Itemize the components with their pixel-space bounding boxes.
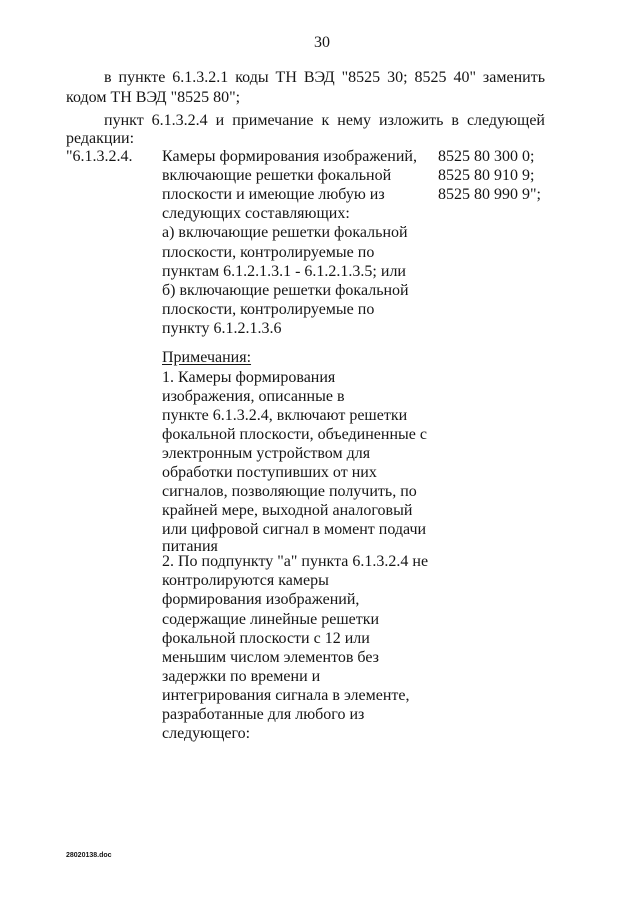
note-line: крайней мере, выходной аналоговый: [162, 502, 413, 519]
note-line: содержащие линейные решетки: [162, 611, 380, 628]
note-line: обработки поступивших от них: [162, 464, 377, 481]
item-description-line: Камеры формирования изображений,: [162, 148, 417, 165]
item-description-line: следующих составляющих:: [162, 205, 350, 222]
note-line: формирования изображений,: [162, 591, 360, 608]
paragraph-line: в пункте 6.1.3.2.1 коды ТН ВЭД "8525 30; 8525 40" заменить: [104, 69, 545, 86]
note-line: меньшим числом элементов без: [162, 649, 379, 666]
note-line: пункте 6.1.3.2.4, включают решетки: [162, 407, 408, 424]
item-description-line: плоскости, контролируемые по: [162, 244, 375, 261]
item-description-line: а) включающие решетки фокальной: [162, 224, 408, 241]
paragraph-line: кодом ТН ВЭД "8525 80";: [66, 89, 241, 106]
item-description-line: пунктам 6.1.2.1.3.1 - 6.1.2.1.3.5; или: [162, 263, 406, 280]
note-line: следующего:: [162, 725, 251, 742]
note-line: фокальной плоскости с 12 или: [162, 630, 370, 647]
note-line: 2. По подпункту "а" пункта 6.1.3.2.4 не: [162, 553, 429, 570]
item-number: "6.1.3.2.4.: [66, 148, 133, 165]
paragraph-line: редакции:: [66, 130, 135, 147]
note-line: интегрирования сигнала в элементе,: [162, 687, 410, 704]
item-description-line: плоскости и имеющие любую из: [162, 186, 385, 203]
note-line: сигналов, позволяющие получить, по: [162, 483, 417, 500]
note-line: питания: [162, 538, 218, 555]
note-line: 1. Камеры формирования: [162, 369, 336, 386]
note-line: контролируются камеры: [162, 572, 329, 589]
notes-heading: Примечания:: [162, 349, 252, 366]
item-description-line: плоскости, контролируемые по: [162, 301, 375, 318]
page-number: 30: [314, 34, 330, 51]
note-line: электронным устройством для: [162, 445, 371, 462]
paragraph-line: пункт 6.1.3.2.4 и примечание к нему изложить в следующей: [104, 112, 545, 129]
note-line: или цифровой сигнал в момент подачи: [162, 521, 427, 538]
item-description-line: включающие решетки фокальной: [162, 167, 392, 184]
item-code-line: 8525 80 300 0;: [438, 148, 535, 165]
note-line: разработанные для любого из: [162, 706, 365, 723]
item-description-line: б) включающие решетки фокальной: [162, 282, 409, 299]
footer-filename: 28020138.doc: [66, 852, 112, 859]
item-description-line: пункту 6.1.2.1.3.6: [162, 320, 282, 337]
note-line: задержки по времени и: [162, 668, 321, 685]
note-line: изображения, описанные в: [162, 388, 345, 405]
item-code-line: 8525 80 990 9";: [438, 186, 541, 203]
item-code-line: 8525 80 910 9;: [438, 167, 535, 184]
note-line: фокальной плоскости, объединенные с: [162, 426, 427, 443]
